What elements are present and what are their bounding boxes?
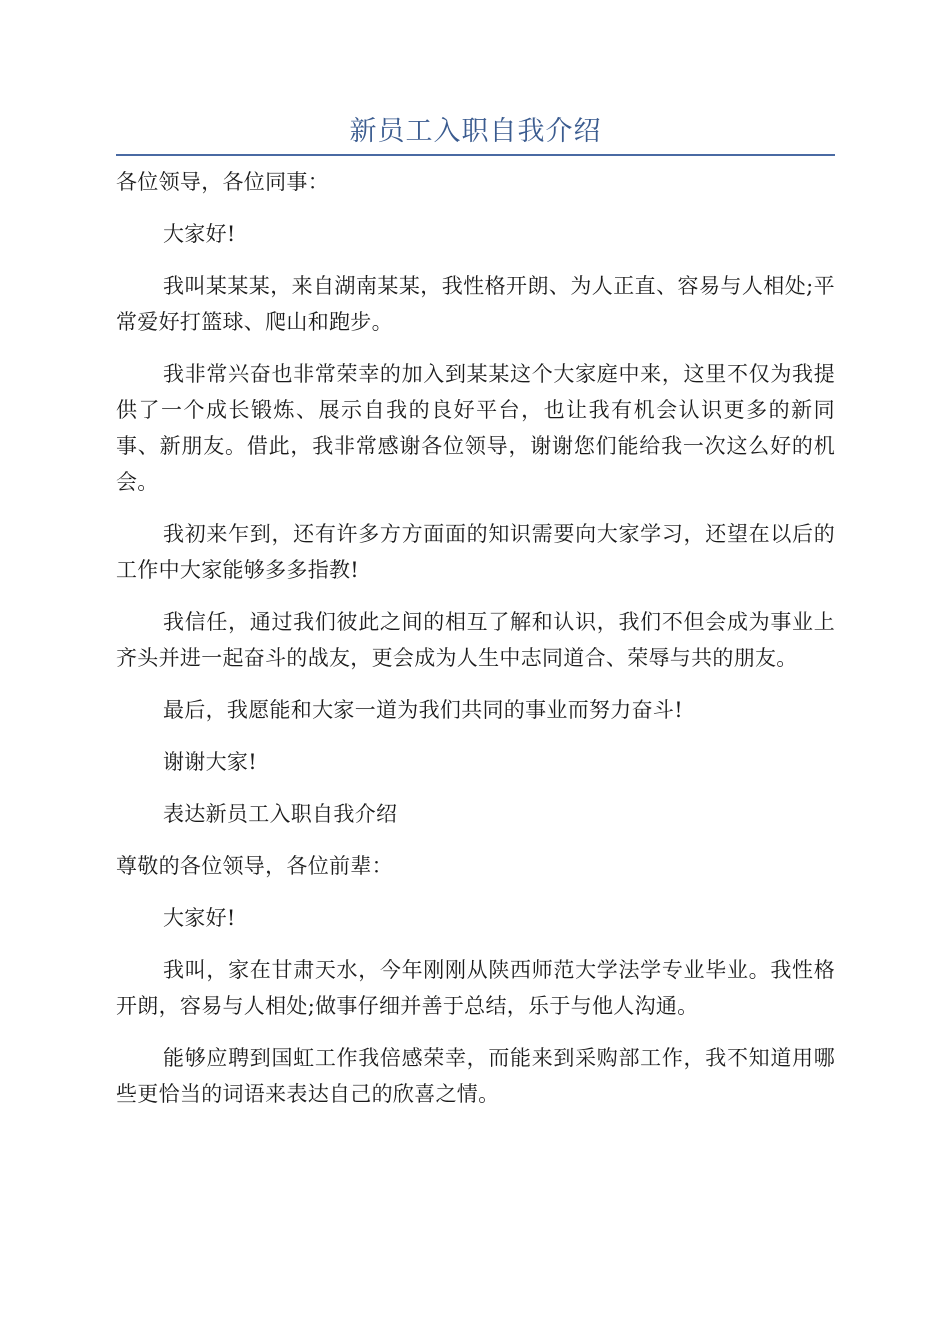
paragraph-closing: 最后，我愿能和大家一道为我们共同的事业而努力奋斗! xyxy=(163,698,683,722)
document-title: 新员工入职自我介绍 xyxy=(349,116,602,147)
title-underline xyxy=(116,154,835,156)
paragraph-gratitude: 我非常兴奋也非常荣幸的加入到某某这个大家庭中来，这里不仅为我提供了一个成长锻炼、展示自我的良好平台，也让我有机会认识更多的新同事、新朋友。借此，我非常感谢各位领导，谢谢您们能给我一次这么好的机会。 xyxy=(116,362,835,494)
paragraph-thanks: 谢谢大家! xyxy=(163,750,257,774)
paragraph-learning: 我初来乍到，还有许多方方面面的知识需要向大家学习，还望在以后的工作中大家能够多多指教! xyxy=(116,522,835,582)
paragraph-salutation: 各位领导，各位同事： xyxy=(116,170,329,194)
document-body xyxy=(116,164,835,1128)
paragraph-greeting-2: 大家好! xyxy=(163,906,236,930)
paragraph-section-heading: 表达新员工入职自我介绍 xyxy=(163,802,398,826)
paragraph-trust: 我信任，通过我们彼此之间的相互了解和认识，我们不但会成为事业上齐头并进一起奋斗的战友，更会成为人生中志同道合、荣辱与共的朋友。 xyxy=(116,610,835,670)
paragraph-greeting: 大家好! xyxy=(163,222,236,246)
paragraph-salutation-2: 尊敬的各位领导，各位前辈： xyxy=(116,854,393,878)
paragraph-intro: 我叫某某某，来自湖南某某，我性格开朗、为人正直、容易与人相处;平常爱好打篮球、爬山和跑步。 xyxy=(116,274,835,334)
paragraph-intro-2: 我叫，家在甘肃天水，今年刚刚从陕西师范大学法学专业毕业。我性格开朗，容易与人相处;做事仔细并善于总结，乐于与他人沟通。 xyxy=(116,958,835,1018)
paragraph-department: 能够应聘到国虹工作我倍感荣幸，而能来到采购部工作，我不知道用哪些更恰当的词语来表达自己的欣喜之情。 xyxy=(116,1046,835,1106)
